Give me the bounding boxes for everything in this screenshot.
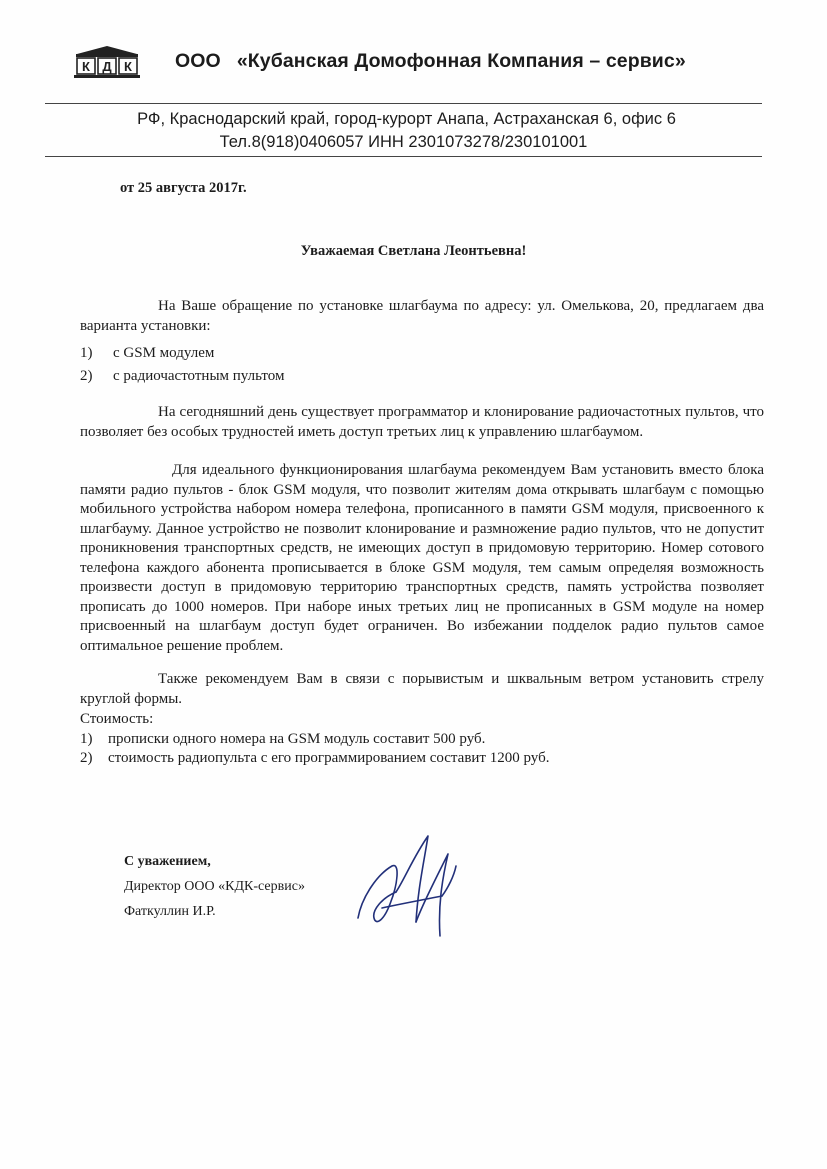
- boom-recommendation-paragraph: Также рекомендуем Вам в связи с порывистым и шквальным ветром установить стрелу круглой формы.: [80, 671, 764, 707]
- installation-options-list: [80, 342, 764, 388]
- cost-item: [80, 730, 764, 750]
- list-item-text: с GSM модулем: [113, 345, 215, 361]
- logo-letter-d: Д: [102, 59, 112, 74]
- cost-item-number: 2): [80, 750, 93, 766]
- letterhead-top-rule: [45, 103, 762, 104]
- company-heading: [175, 50, 686, 73]
- list-item: [80, 365, 764, 388]
- cost-item-text: стоимость радиопульта с его программированием составит 1200 руб.: [108, 750, 550, 766]
- org-form: ООО: [175, 50, 221, 72]
- signer-name: Фаткуллин И.Р.: [124, 904, 216, 919]
- closing-phrase: С уважением,: [124, 854, 211, 869]
- signature-block: [124, 849, 305, 924]
- cost-item: [80, 749, 764, 769]
- company-name: «Кубанская Домофонная Компания – сервис»: [236, 50, 686, 72]
- list-item-number: 2): [80, 368, 93, 384]
- cost-section: [80, 710, 764, 769]
- cloning-paragraph: На сегодняшний день существует программатор и клонирование радиочастотных пультов, что позволяет без особых трудностей иметь доступ третьих лиц к управлению шлагбаумом.: [80, 404, 764, 440]
- logo-letter-k1: К: [82, 59, 90, 74]
- intro-paragraph: На Ваше обращение по установке шлагбаума по адресу: ул. Омелькова, 20, предлагаем два варианта установки:: [80, 298, 764, 334]
- list-item-text: с радиочастотным пультом: [113, 368, 285, 384]
- list-item-number: 1): [80, 345, 93, 361]
- handwritten-signature: [352, 826, 472, 941]
- letter-date: от 25 августа 2017г.: [120, 180, 247, 196]
- cost-item-number: 1): [80, 730, 93, 747]
- gsm-recommendation-paragraph: Для идеального функционирования шлагбаума рекомендуем Вам установить вместо блока памяти радио пультов - блок GSM модуля, что позволит жителям дома открывать шлагбаум с помощью мобильного устройства набором номера телефона, прописанного в памяти GSM модуля, присвоенного к шлагбауму. Данное устройство не позволит клонирование и размножение радио пультов, что не допустит проникновения транспортных средств, не имеющих доступ в придомовую территорию. Номер сотового телефона каждого абонента прописывается в блоке GSM модуля, тем самым определяя возможность произвести доступ в придомовую территорию транспортных средств, память устройства позволяет прописать до 1000 номеров. При наборе иных третьих лиц не прописанных в GSM модуле на номер присвоенный на шлагбаум доступ будет ограничен. Во избежании подделок радио пультов самое оптимальное решение проблем.: [80, 462, 764, 654]
- logo-letter-k2: К: [124, 59, 132, 74]
- letter-greeting: Уважаемая Светлана Леонтьевна!: [300, 243, 527, 259]
- cost-label: Стоимость:: [80, 711, 154, 727]
- letterhead-bottom-rule: [45, 156, 762, 157]
- signer-title: Директор ООО «КДК-сервис»: [124, 879, 305, 894]
- company-address: РФ, Краснодарский край, город-курорт Анапа, Астраханская 6, офис 6: [137, 110, 676, 128]
- company-logo: [71, 45, 143, 79]
- list-item: [80, 342, 764, 365]
- cost-item-text: прописки одного номера на GSM модуль составит 500 руб.: [108, 730, 486, 747]
- company-contacts: Тел.8(918)0406057 ИНН 2301073278/230101001: [219, 133, 588, 151]
